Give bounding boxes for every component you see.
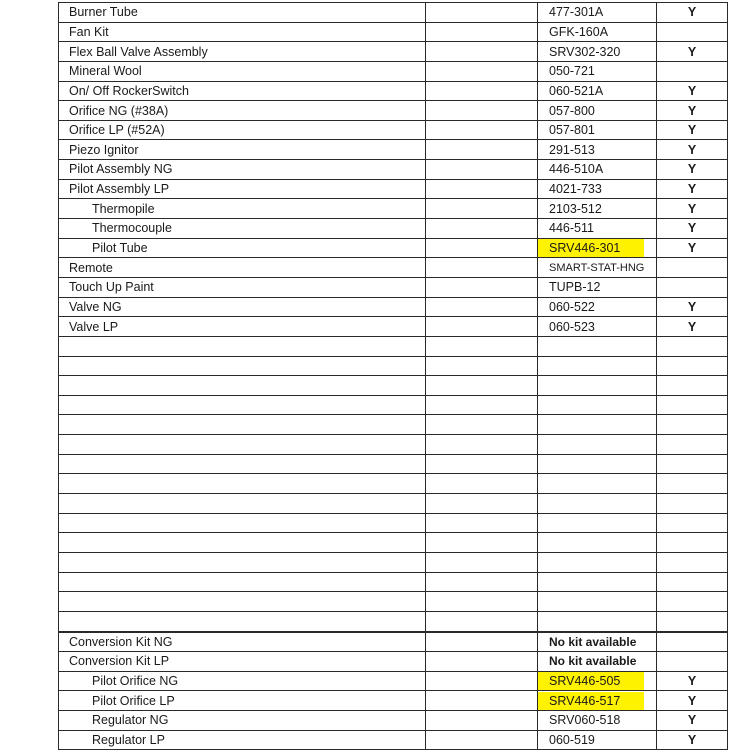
table-row (59, 238, 728, 258)
part-name-cell (59, 415, 426, 435)
blank-cell (426, 376, 538, 396)
table-row (59, 317, 728, 337)
empty-row (59, 552, 728, 572)
part-number-cell (538, 395, 657, 415)
availability-flag-cell (657, 415, 728, 435)
availability-flag-cell: Y (657, 42, 728, 62)
table-row (59, 219, 728, 239)
part-number-cell: No kit available (538, 652, 657, 672)
part-name-cell: Burner Tube (59, 3, 426, 23)
availability-flag-cell: Y (657, 671, 728, 691)
part-name-cell (59, 552, 426, 572)
blank-cell (426, 160, 538, 180)
availability-flag-cell: Y (657, 160, 728, 180)
table-row (59, 81, 728, 101)
blank-cell (426, 435, 538, 455)
table-row (59, 22, 728, 42)
blank-cell (426, 42, 538, 62)
availability-flag-cell (657, 336, 728, 356)
part-number-cell (538, 336, 657, 356)
table-row (59, 711, 728, 731)
blank-cell (426, 552, 538, 572)
part-name-cell: Pilot Assembly LP (59, 179, 426, 199)
blank-cell (426, 258, 538, 278)
part-name-cell: Orifice LP (#52A) (59, 120, 426, 140)
empty-row (59, 494, 728, 514)
part-name-cell (59, 336, 426, 356)
blank-cell (426, 297, 538, 317)
part-name-cell (59, 435, 426, 455)
availability-flag-cell (657, 474, 728, 494)
empty-row (59, 376, 728, 396)
part-number-cell: SMART-STAT-HNG (538, 258, 657, 278)
part-number-cell (538, 238, 657, 258)
part-number-cell: 060-522 (538, 297, 657, 317)
blank-cell (426, 101, 538, 121)
part-name-cell: Valve LP (59, 317, 426, 337)
availability-flag-cell: Y (657, 297, 728, 317)
blank-cell (426, 356, 538, 376)
table-row (59, 297, 728, 317)
part-number-cell (538, 494, 657, 514)
availability-flag-cell (657, 592, 728, 612)
availability-flag-cell: Y (657, 140, 728, 160)
part-name-cell: Flex Ball Valve Assembly (59, 42, 426, 62)
blank-cell (426, 179, 538, 199)
part-number-cell: 057-800 (538, 101, 657, 121)
empty-row (59, 533, 728, 553)
highlighted-part-number: SRV446-517 (538, 692, 644, 710)
blank-cell (426, 395, 538, 415)
table-row (59, 671, 728, 691)
table-row (59, 277, 728, 297)
part-number-cell: 446-511 (538, 219, 657, 239)
blank-cell (426, 120, 538, 140)
part-number-cell (538, 691, 657, 711)
availability-flag-cell: Y (657, 691, 728, 711)
part-name-cell (59, 395, 426, 415)
part-number-cell (538, 552, 657, 572)
table-row (59, 652, 728, 672)
empty-row (59, 611, 728, 631)
availability-flag-cell: Y (657, 219, 728, 239)
availability-flag-cell (657, 356, 728, 376)
part-name-cell: Mineral Wool (59, 61, 426, 81)
part-number-cell (538, 611, 657, 631)
part-name-cell (59, 454, 426, 474)
blank-cell (426, 336, 538, 356)
blank-cell (426, 474, 538, 494)
part-name-cell (59, 494, 426, 514)
part-number-cell: SRV060-518 (538, 711, 657, 731)
blank-cell (426, 592, 538, 612)
availability-flag-cell (657, 61, 728, 81)
blank-cell (426, 140, 538, 160)
table-row (59, 199, 728, 219)
part-name-cell: Conversion Kit LP (59, 652, 426, 672)
blank-cell (426, 652, 538, 672)
highlighted-part-number: SRV446-301 (538, 239, 644, 257)
part-name-cell: Pilot Tube (59, 238, 426, 258)
part-name-cell: Thermocouple (59, 219, 426, 239)
availability-flag-cell: Y (657, 730, 728, 750)
blank-cell (426, 632, 538, 652)
part-number-cell (538, 572, 657, 592)
blank-cell (426, 533, 538, 553)
availability-flag-cell (657, 552, 728, 572)
part-name-cell (59, 513, 426, 533)
parts-table-body (59, 3, 728, 750)
part-number-cell: 4021-733 (538, 179, 657, 199)
part-number-cell: 057-801 (538, 120, 657, 140)
table-row (59, 160, 728, 180)
part-number-cell (538, 592, 657, 612)
availability-flag-cell: Y (657, 238, 728, 258)
availability-flag-cell (657, 652, 728, 672)
table-row (59, 730, 728, 750)
blank-cell (426, 317, 538, 337)
availability-flag-cell (657, 494, 728, 514)
empty-row (59, 513, 728, 533)
part-name-cell: Regulator NG (59, 711, 426, 731)
part-name-cell: Pilot Orifice NG (59, 671, 426, 691)
availability-flag-cell (657, 22, 728, 42)
availability-flag-cell (657, 513, 728, 533)
empty-row (59, 572, 728, 592)
blank-cell (426, 454, 538, 474)
blank-cell (426, 61, 538, 81)
table-row (59, 632, 728, 652)
blank-cell (426, 671, 538, 691)
part-name-cell: Touch Up Paint (59, 277, 426, 297)
part-name-cell: Pilot Assembly NG (59, 160, 426, 180)
availability-flag-cell: Y (657, 81, 728, 101)
blank-cell (426, 513, 538, 533)
part-name-cell (59, 474, 426, 494)
table-row (59, 3, 728, 23)
part-number-cell: 060-519 (538, 730, 657, 750)
part-name-cell (59, 533, 426, 553)
highlighted-part-number: SRV446-505 (538, 672, 644, 690)
part-name-cell: Orifice NG (#38A) (59, 101, 426, 121)
blank-cell (426, 711, 538, 731)
blank-cell (426, 415, 538, 435)
availability-flag-cell (657, 395, 728, 415)
blank-cell (426, 3, 538, 23)
part-number-cell (538, 533, 657, 553)
blank-cell (426, 238, 538, 258)
blank-cell (426, 691, 538, 711)
empty-row (59, 435, 728, 455)
part-number-cell (538, 376, 657, 396)
blank-cell (426, 277, 538, 297)
part-name-cell: Valve NG (59, 297, 426, 317)
part-number-cell (538, 513, 657, 533)
part-name-cell: Thermopile (59, 199, 426, 219)
blank-cell (426, 494, 538, 514)
empty-row (59, 474, 728, 494)
part-name-cell: Piezo Ignitor (59, 140, 426, 160)
part-name-cell (59, 611, 426, 631)
availability-flag-cell (657, 533, 728, 553)
empty-row (59, 415, 728, 435)
blank-cell (426, 572, 538, 592)
table-row (59, 140, 728, 160)
part-number-cell: GFK-160A (538, 22, 657, 42)
table-row (59, 258, 728, 278)
part-name-cell: Conversion Kit NG (59, 632, 426, 652)
table-row (59, 179, 728, 199)
blank-cell (426, 22, 538, 42)
availability-flag-cell: Y (657, 317, 728, 337)
empty-row (59, 395, 728, 415)
empty-row (59, 454, 728, 474)
availability-flag-cell (657, 258, 728, 278)
part-name-cell: Remote (59, 258, 426, 278)
availability-flag-cell (657, 435, 728, 455)
part-name-cell (59, 592, 426, 612)
blank-cell (426, 730, 538, 750)
part-number-cell (538, 415, 657, 435)
blank-cell (426, 611, 538, 631)
availability-flag-cell (657, 376, 728, 396)
part-name-cell: Pilot Orifice LP (59, 691, 426, 711)
part-name-cell (59, 376, 426, 396)
availability-flag-cell (657, 572, 728, 592)
part-number-cell: 050-721 (538, 61, 657, 81)
empty-row (59, 592, 728, 612)
availability-flag-cell: Y (657, 120, 728, 140)
part-name-cell: Regulator LP (59, 730, 426, 750)
part-name-cell: Fan Kit (59, 22, 426, 42)
part-number-cell: TUPB-12 (538, 277, 657, 297)
part-number-cell: 477-301A (538, 3, 657, 23)
part-number-cell: 291-513 (538, 140, 657, 160)
blank-cell (426, 81, 538, 101)
availability-flag-cell: Y (657, 199, 728, 219)
part-number-cell: 060-521A (538, 81, 657, 101)
part-number-cell: 060-523 (538, 317, 657, 337)
availability-flag-cell: Y (657, 101, 728, 121)
part-name-cell (59, 572, 426, 592)
blank-cell (426, 219, 538, 239)
table-row (59, 120, 728, 140)
part-name-cell (59, 356, 426, 376)
part-number-cell (538, 356, 657, 376)
parts-table (58, 2, 728, 750)
part-number-cell: 446-510A (538, 160, 657, 180)
part-name-cell: On/ Off RockerSwitch (59, 81, 426, 101)
empty-row (59, 356, 728, 376)
table-row (59, 691, 728, 711)
availability-flag-cell: Y (657, 3, 728, 23)
empty-row (59, 336, 728, 356)
table-row (59, 61, 728, 81)
part-number-cell (538, 671, 657, 691)
table-row (59, 42, 728, 62)
availability-flag-cell: Y (657, 711, 728, 731)
table-row (59, 101, 728, 121)
availability-flag-cell (657, 454, 728, 474)
part-number-cell: SRV302-320 (538, 42, 657, 62)
part-number-cell: No kit available (538, 632, 657, 652)
availability-flag-cell (657, 277, 728, 297)
part-number-cell (538, 454, 657, 474)
part-number-cell (538, 435, 657, 455)
availability-flag-cell (657, 632, 728, 652)
part-number-cell: 2103-512 (538, 199, 657, 219)
availability-flag-cell (657, 611, 728, 631)
part-number-cell (538, 474, 657, 494)
blank-cell (426, 199, 538, 219)
availability-flag-cell: Y (657, 179, 728, 199)
